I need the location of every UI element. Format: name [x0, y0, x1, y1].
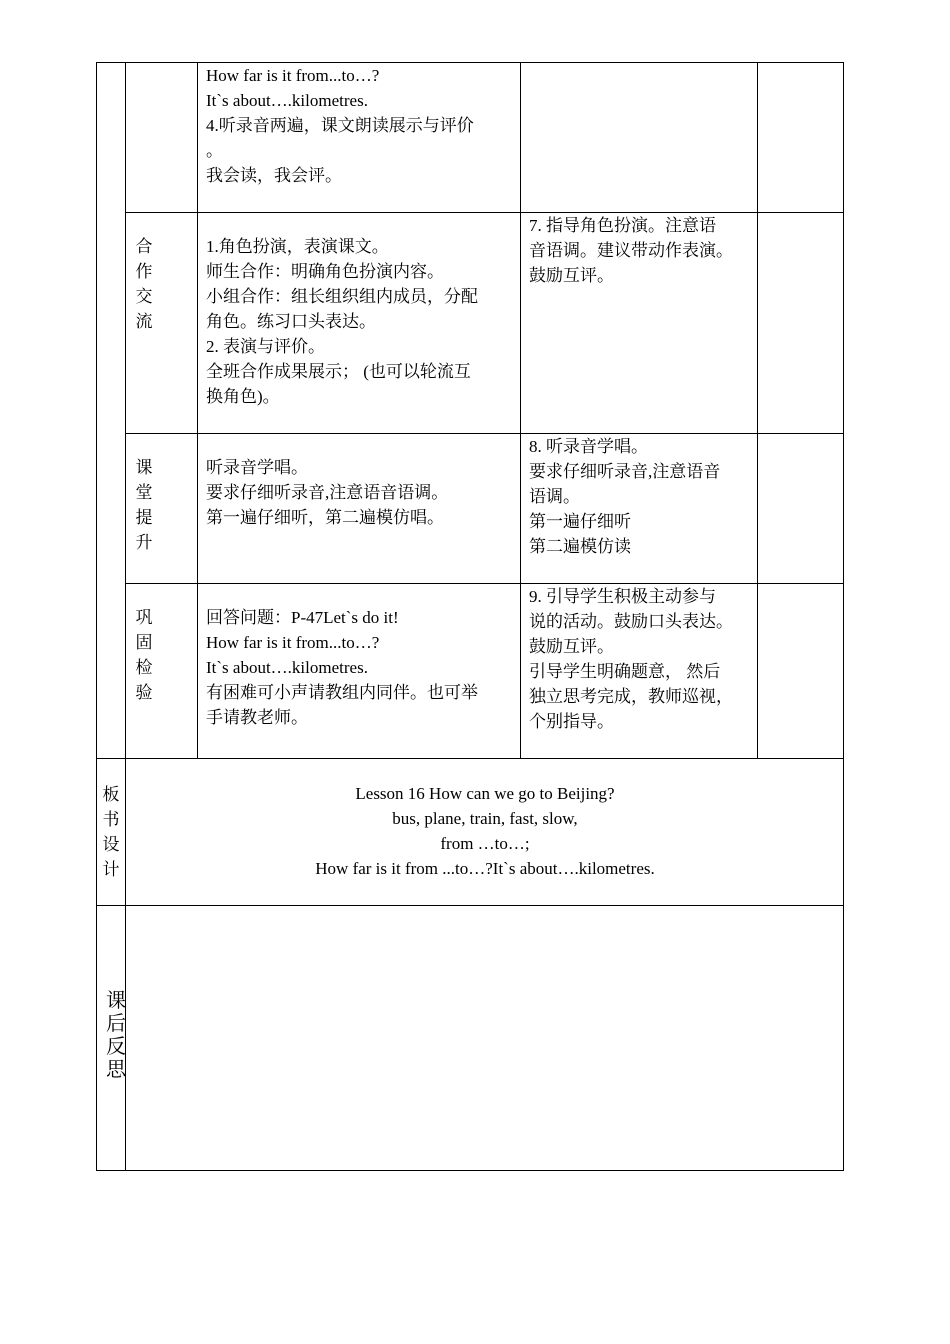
stage-char: 堂 [135, 483, 153, 502]
text-line: How far is it from...to…? [206, 66, 380, 85]
activity-cell [206, 234, 478, 409]
stage-char: 检 [135, 658, 153, 677]
text-line: 换角色)。 [206, 387, 280, 406]
text-line: 回答问题：P-47Let`s do it! [206, 608, 399, 627]
stage-label-cooperation [134, 234, 154, 334]
row-divider [96, 758, 844, 759]
row-divider [96, 905, 844, 906]
text-line: 语调。 [529, 487, 580, 506]
board-line: Lesson 16 How can we go to Beijing? [355, 784, 615, 803]
table-border-bottom [96, 1170, 844, 1171]
text-line: 鼓励互评。 [529, 637, 614, 656]
text-line: How far is it from...to…? [206, 633, 380, 652]
text-line: 。 [206, 141, 223, 160]
activity-cell [206, 605, 478, 730]
row-divider [126, 583, 844, 584]
text-line: 我会读，我会评。 [206, 166, 342, 185]
label-char: 板 [102, 785, 120, 804]
text-line: 9. 引导学生积极主动参与 [529, 587, 716, 606]
text-line: 鼓励互评。 [529, 266, 614, 285]
text-line: 师生合作：明确角色扮演内容。 [206, 262, 444, 281]
guidance-cell [529, 584, 733, 734]
board-line: from …to…; [440, 834, 530, 853]
table-border-right [843, 62, 844, 1171]
text-line: 听录音学唱。 [206, 458, 308, 477]
text-line: 小组合作：组长组织组内成员，分配 [206, 287, 478, 306]
text-line: 说的活动。鼓励口头表达。 [529, 612, 733, 631]
stage-char: 巩 [135, 608, 153, 627]
activity-cell [206, 63, 474, 188]
text-line: 2. 表演与评价。 [206, 337, 325, 356]
text-line: 8. 听录音学唱。 [529, 437, 648, 456]
text-line: 1.角色扮演，表演课文。 [206, 237, 389, 256]
stage-char: 作 [135, 262, 153, 281]
board-line: How far is it from ...to…?It`s about….kilometres. [315, 859, 655, 878]
text-line: 个别指导。 [529, 712, 614, 731]
text-line: 全班合作成果展示； (也可以轮流互 [206, 362, 471, 381]
activity-cell [206, 455, 448, 530]
label-char: 书 [102, 810, 120, 829]
stage-char: 提 [135, 508, 153, 527]
stage-char: 验 [135, 683, 153, 702]
label-char: 后 [106, 1013, 126, 1035]
board-design-content [126, 781, 844, 881]
stage-char: 交 [135, 287, 153, 306]
guidance-cell [529, 213, 733, 288]
text-line: 第一遍仔细听，第二遍模仿唱。 [206, 508, 444, 527]
text-line: 独立思考完成，教师巡视， [529, 687, 733, 706]
text-line: 音语调。建议带动作表演。 [529, 241, 733, 260]
text-line: 第二遍模仿读 [529, 537, 631, 556]
text-line: 要求仔细听录音,注意语音 [529, 462, 721, 481]
row-divider [126, 433, 844, 434]
board-design-label [101, 782, 121, 882]
label-char: 设 [102, 835, 120, 854]
table-border-left [96, 62, 97, 1171]
text-line: 手请教老师。 [206, 708, 308, 727]
stage-char: 升 [135, 533, 153, 552]
text-line: It`s about….kilometres. [206, 658, 368, 677]
column-divider [757, 62, 758, 759]
board-line: bus, plane, train, fast, slow, [392, 809, 578, 828]
label-char: 思 [106, 1059, 126, 1081]
row-divider [126, 212, 844, 213]
text-line: 有困难可小声请教组内同伴。也可举 [206, 683, 478, 702]
stage-label-improve [134, 455, 154, 555]
guidance-cell [529, 434, 720, 559]
stage-char: 固 [135, 633, 153, 652]
text-line: 引导学生明确题意， 然后 [529, 662, 721, 681]
text-line: 要求仔细听录音,注意语音语调。 [206, 483, 449, 502]
stage-label-consolidate [134, 605, 154, 705]
column-divider [520, 62, 521, 759]
label-char: 计 [102, 860, 120, 879]
text-line: 第一遍仔细听 [529, 512, 631, 531]
text-line: It`s about….kilometres. [206, 91, 368, 110]
label-char: 反 [106, 1036, 126, 1058]
stage-char: 课 [135, 458, 153, 477]
text-line: 7. 指导角色扮演。注意语 [529, 216, 716, 235]
column-divider [197, 62, 198, 759]
label-char: 课 [106, 990, 126, 1012]
stage-char: 流 [135, 312, 153, 331]
text-line: 角色。练习口头表达。 [206, 312, 376, 331]
stage-char: 合 [135, 237, 153, 256]
reflection-label [106, 990, 126, 1082]
text-line: 4.听录音两遍，课文朗读展示与评价 [206, 116, 474, 135]
